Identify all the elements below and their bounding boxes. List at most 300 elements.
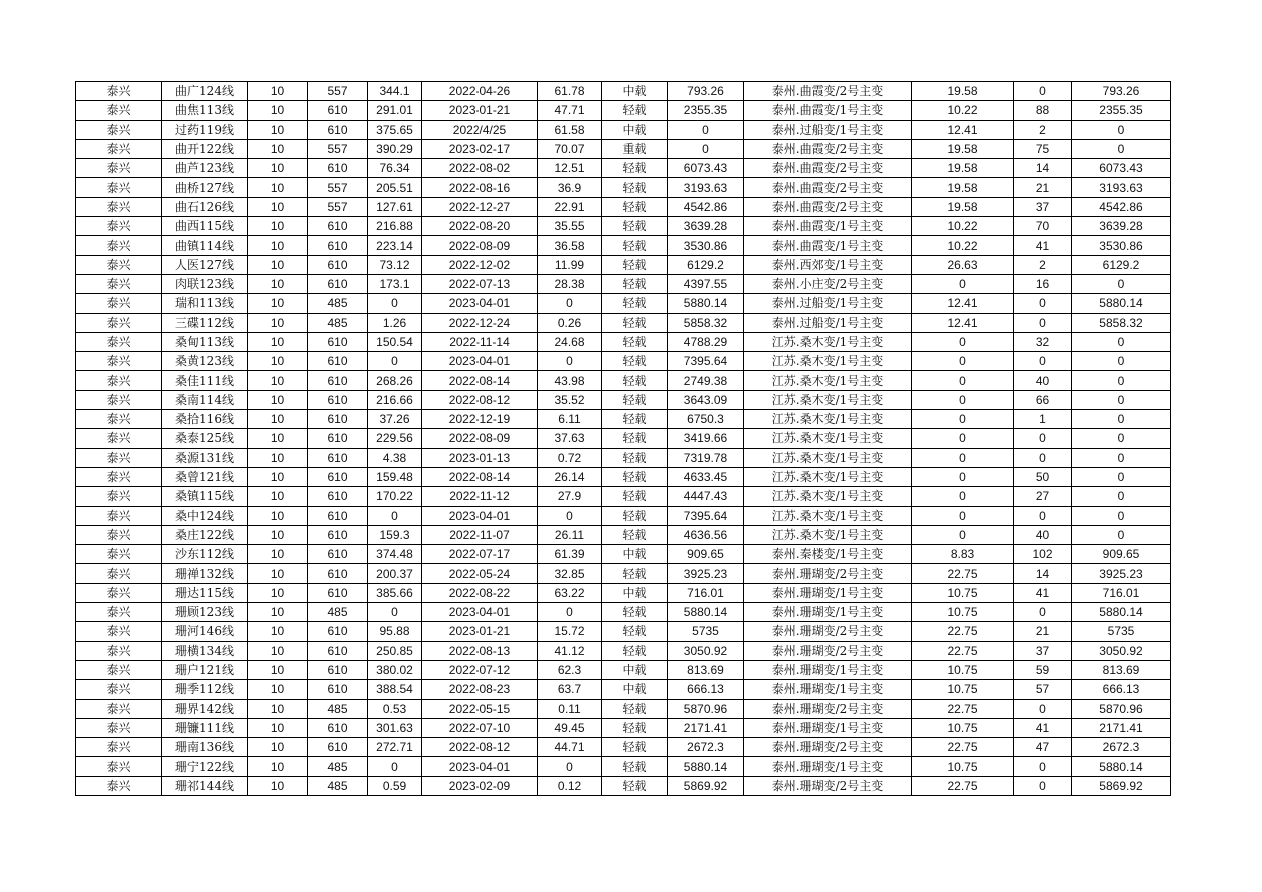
county-cell: 泰兴 bbox=[76, 178, 162, 197]
county-cell: 泰兴 bbox=[76, 776, 162, 795]
county-cell: 泰兴 bbox=[76, 603, 162, 622]
count-cell: 70 bbox=[1014, 217, 1072, 236]
date-cell: 2022-08-22 bbox=[422, 583, 538, 602]
date-cell: 2022-08-02 bbox=[422, 159, 538, 178]
load-status-cell: 轻载 bbox=[602, 352, 668, 371]
available-capacity-cell: 813.69 bbox=[668, 660, 744, 679]
capacity-cell: 3639.28 bbox=[1072, 217, 1171, 236]
transformer-cell: 泰州.秦楼变/1号主变 bbox=[744, 545, 912, 564]
load-rate-cell: 49.45 bbox=[538, 718, 602, 737]
line-name-cell: 桑源131线 bbox=[162, 448, 248, 467]
load-status-cell: 轻载 bbox=[602, 506, 668, 525]
voltage-cell: 10 bbox=[248, 197, 308, 216]
county-cell: 泰兴 bbox=[76, 352, 162, 371]
load-rate-cell: 36.9 bbox=[538, 178, 602, 197]
voltage-cell: 10 bbox=[248, 352, 308, 371]
load-rate-cell: 35.55 bbox=[538, 217, 602, 236]
count-cell: 2 bbox=[1014, 255, 1072, 274]
capacity-cell: 3530.86 bbox=[1072, 236, 1171, 255]
count-cell: 41 bbox=[1014, 583, 1072, 602]
load-rate-cell: 0.72 bbox=[538, 448, 602, 467]
capacity-cell: 0 bbox=[1072, 120, 1171, 139]
capacity-cell: 2672.3 bbox=[1072, 738, 1171, 757]
county-cell: 泰兴 bbox=[76, 197, 162, 216]
county-cell: 泰兴 bbox=[76, 159, 162, 178]
line-name-cell: 过药119线 bbox=[162, 120, 248, 139]
available-capacity-cell: 5880.14 bbox=[668, 603, 744, 622]
max-current-cell: 0 bbox=[368, 352, 422, 371]
capacity-cell: 5880.14 bbox=[1072, 294, 1171, 313]
date-cell: 2022-08-12 bbox=[422, 390, 538, 409]
transformer-cell: 泰州.珊瑚变/1号主变 bbox=[744, 603, 912, 622]
rated-current-cell: 610 bbox=[308, 371, 368, 390]
capacity-cell: 0 bbox=[1072, 525, 1171, 544]
max-current-cell: 4.38 bbox=[368, 448, 422, 467]
table-row bbox=[76, 82, 1171, 101]
rated-current-cell: 485 bbox=[308, 313, 368, 332]
date-cell: 2022-08-14 bbox=[422, 371, 538, 390]
transformer-load-cell: 22.75 bbox=[912, 622, 1014, 641]
max-current-cell: 127.61 bbox=[368, 197, 422, 216]
count-cell: 59 bbox=[1014, 660, 1072, 679]
table-row bbox=[76, 757, 1171, 776]
available-capacity-cell: 2355.35 bbox=[668, 101, 744, 120]
transformer-cell: 泰州.曲霞变/1号主变 bbox=[744, 101, 912, 120]
voltage-cell: 10 bbox=[248, 159, 308, 178]
capacity-cell: 716.01 bbox=[1072, 583, 1171, 602]
county-cell: 泰兴 bbox=[76, 641, 162, 660]
transformer-load-cell: 19.58 bbox=[912, 178, 1014, 197]
available-capacity-cell: 7319.78 bbox=[668, 448, 744, 467]
rated-current-cell: 610 bbox=[308, 545, 368, 564]
voltage-cell: 10 bbox=[248, 120, 308, 139]
county-cell: 泰兴 bbox=[76, 120, 162, 139]
load-rate-cell: 12.51 bbox=[538, 159, 602, 178]
transformer-cell: 江苏.桑木变/1号主变 bbox=[744, 332, 912, 351]
max-current-cell: 76.34 bbox=[368, 159, 422, 178]
load-status-cell: 中载 bbox=[602, 120, 668, 139]
load-rate-cell: 0 bbox=[538, 294, 602, 313]
load-status-cell: 中载 bbox=[602, 680, 668, 699]
count-cell: 0 bbox=[1014, 294, 1072, 313]
voltage-cell: 10 bbox=[248, 139, 308, 158]
voltage-cell: 10 bbox=[248, 410, 308, 429]
date-cell: 2023-04-01 bbox=[422, 603, 538, 622]
table-row bbox=[76, 583, 1171, 602]
load-status-cell: 轻载 bbox=[602, 487, 668, 506]
load-rate-cell: 41.12 bbox=[538, 641, 602, 660]
table-body bbox=[76, 82, 1171, 796]
transformer-load-cell: 0 bbox=[912, 525, 1014, 544]
capacity-cell: 5858.32 bbox=[1072, 313, 1171, 332]
transformer-load-cell: 12.41 bbox=[912, 313, 1014, 332]
rated-current-cell: 557 bbox=[308, 197, 368, 216]
rated-current-cell: 610 bbox=[308, 429, 368, 448]
capacity-cell: 0 bbox=[1072, 139, 1171, 158]
table-row bbox=[76, 139, 1171, 158]
load-status-cell: 轻载 bbox=[602, 622, 668, 641]
transformer-load-cell: 26.63 bbox=[912, 255, 1014, 274]
transformer-cell: 泰州.曲霞变/2号主变 bbox=[744, 178, 912, 197]
transformer-load-cell: 12.41 bbox=[912, 120, 1014, 139]
voltage-cell: 10 bbox=[248, 487, 308, 506]
load-rate-cell: 0 bbox=[538, 352, 602, 371]
county-cell: 泰兴 bbox=[76, 410, 162, 429]
load-status-cell: 轻载 bbox=[602, 410, 668, 429]
transformer-load-cell: 0 bbox=[912, 274, 1014, 293]
date-cell: 2022-07-17 bbox=[422, 545, 538, 564]
load-status-cell: 轻载 bbox=[602, 197, 668, 216]
line-name-cell: 曲开122线 bbox=[162, 139, 248, 158]
load-status-cell: 轻载 bbox=[602, 467, 668, 486]
date-cell: 2022-05-24 bbox=[422, 564, 538, 583]
count-cell: 0 bbox=[1014, 448, 1072, 467]
transformer-load-cell: 0 bbox=[912, 390, 1014, 409]
date-cell: 2022-07-12 bbox=[422, 660, 538, 679]
load-status-cell: 轻载 bbox=[602, 159, 668, 178]
load-rate-cell: 0.12 bbox=[538, 776, 602, 795]
load-status-cell: 中载 bbox=[602, 583, 668, 602]
rated-current-cell: 610 bbox=[308, 352, 368, 371]
load-status-cell: 轻载 bbox=[602, 699, 668, 718]
capacity-cell: 2355.35 bbox=[1072, 101, 1171, 120]
load-rate-cell: 24.68 bbox=[538, 332, 602, 351]
load-status-cell: 轻载 bbox=[602, 757, 668, 776]
county-cell: 泰兴 bbox=[76, 217, 162, 236]
line-name-cell: 人医127线 bbox=[162, 255, 248, 274]
count-cell: 57 bbox=[1014, 680, 1072, 699]
rated-current-cell: 485 bbox=[308, 603, 368, 622]
load-status-cell: 轻载 bbox=[602, 603, 668, 622]
transformer-load-cell: 12.41 bbox=[912, 294, 1014, 313]
capacity-cell: 666.13 bbox=[1072, 680, 1171, 699]
voltage-cell: 10 bbox=[248, 776, 308, 795]
count-cell: 27 bbox=[1014, 487, 1072, 506]
capacity-cell: 0 bbox=[1072, 332, 1171, 351]
available-capacity-cell: 5735 bbox=[668, 622, 744, 641]
load-status-cell: 轻载 bbox=[602, 776, 668, 795]
max-current-cell: 385.66 bbox=[368, 583, 422, 602]
county-cell: 泰兴 bbox=[76, 448, 162, 467]
count-cell: 88 bbox=[1014, 101, 1072, 120]
transformer-cell: 泰州.过船变/1号主变 bbox=[744, 120, 912, 139]
county-cell: 泰兴 bbox=[76, 487, 162, 506]
table-row bbox=[76, 680, 1171, 699]
max-current-cell: 0.53 bbox=[368, 699, 422, 718]
transformer-cell: 江苏.桑木变/1号主变 bbox=[744, 371, 912, 390]
max-current-cell: 388.54 bbox=[368, 680, 422, 699]
line-name-cell: 瑞和113线 bbox=[162, 294, 248, 313]
count-cell: 0 bbox=[1014, 776, 1072, 795]
table-row bbox=[76, 390, 1171, 409]
date-cell: 2022-07-10 bbox=[422, 718, 538, 737]
available-capacity-cell: 5869.92 bbox=[668, 776, 744, 795]
load-rate-cell: 35.52 bbox=[538, 390, 602, 409]
rated-current-cell: 610 bbox=[308, 159, 368, 178]
rated-current-cell: 610 bbox=[308, 660, 368, 679]
county-cell: 泰兴 bbox=[76, 525, 162, 544]
load-status-cell: 中载 bbox=[602, 545, 668, 564]
available-capacity-cell: 4633.45 bbox=[668, 467, 744, 486]
load-rate-cell: 43.98 bbox=[538, 371, 602, 390]
transformer-cell: 泰州.曲霞变/2号主变 bbox=[744, 197, 912, 216]
load-rate-cell: 44.71 bbox=[538, 738, 602, 757]
capacity-cell: 0 bbox=[1072, 467, 1171, 486]
count-cell: 0 bbox=[1014, 352, 1072, 371]
transformer-cell: 泰州.珊瑚变/1号主变 bbox=[744, 718, 912, 737]
capacity-cell: 813.69 bbox=[1072, 660, 1171, 679]
load-rate-cell: 32.85 bbox=[538, 564, 602, 583]
transformer-load-cell: 10.22 bbox=[912, 217, 1014, 236]
rated-current-cell: 610 bbox=[308, 718, 368, 737]
max-current-cell: 272.71 bbox=[368, 738, 422, 757]
rated-current-cell: 610 bbox=[308, 120, 368, 139]
date-cell: 2023-02-17 bbox=[422, 139, 538, 158]
county-cell: 泰兴 bbox=[76, 680, 162, 699]
date-cell: 2023-04-01 bbox=[422, 506, 538, 525]
load-status-cell: 中载 bbox=[602, 82, 668, 101]
count-cell: 37 bbox=[1014, 197, 1072, 216]
rated-current-cell: 610 bbox=[308, 390, 368, 409]
table-row bbox=[76, 120, 1171, 139]
load-rate-cell: 0.26 bbox=[538, 313, 602, 332]
available-capacity-cell: 7395.64 bbox=[668, 506, 744, 525]
capacity-cell: 4542.86 bbox=[1072, 197, 1171, 216]
available-capacity-cell: 2749.38 bbox=[668, 371, 744, 390]
capacity-cell: 6073.43 bbox=[1072, 159, 1171, 178]
rated-current-cell: 485 bbox=[308, 757, 368, 776]
available-capacity-cell: 3050.92 bbox=[668, 641, 744, 660]
table-row bbox=[76, 197, 1171, 216]
count-cell: 75 bbox=[1014, 139, 1072, 158]
max-current-cell: 0 bbox=[368, 757, 422, 776]
count-cell: 2 bbox=[1014, 120, 1072, 139]
table-row bbox=[76, 776, 1171, 795]
load-status-cell: 轻载 bbox=[602, 718, 668, 737]
line-name-cell: 珊禅132线 bbox=[162, 564, 248, 583]
load-rate-cell: 37.63 bbox=[538, 429, 602, 448]
load-status-cell: 重载 bbox=[602, 139, 668, 158]
line-name-cell: 肉联123线 bbox=[162, 274, 248, 293]
date-cell: 2022-08-16 bbox=[422, 178, 538, 197]
load-status-cell: 轻载 bbox=[602, 255, 668, 274]
count-cell: 21 bbox=[1014, 178, 1072, 197]
date-cell: 2023-04-01 bbox=[422, 757, 538, 776]
line-name-cell: 桑拾116线 bbox=[162, 410, 248, 429]
voltage-cell: 10 bbox=[248, 313, 308, 332]
rated-current-cell: 610 bbox=[308, 622, 368, 641]
transformer-cell: 泰州.珊瑚变/1号主变 bbox=[744, 660, 912, 679]
voltage-cell: 10 bbox=[248, 294, 308, 313]
line-name-cell: 桑中124线 bbox=[162, 506, 248, 525]
county-cell: 泰兴 bbox=[76, 139, 162, 158]
voltage-cell: 10 bbox=[248, 448, 308, 467]
capacity-cell: 5880.14 bbox=[1072, 603, 1171, 622]
load-rate-cell: 26.14 bbox=[538, 467, 602, 486]
county-cell: 泰兴 bbox=[76, 294, 162, 313]
county-cell: 泰兴 bbox=[76, 429, 162, 448]
voltage-cell: 10 bbox=[248, 583, 308, 602]
county-cell: 泰兴 bbox=[76, 564, 162, 583]
available-capacity-cell: 2171.41 bbox=[668, 718, 744, 737]
transformer-load-cell: 8.83 bbox=[912, 545, 1014, 564]
load-status-cell: 轻载 bbox=[602, 448, 668, 467]
capacity-cell: 3925.23 bbox=[1072, 564, 1171, 583]
max-current-cell: 250.85 bbox=[368, 641, 422, 660]
max-current-cell: 200.37 bbox=[368, 564, 422, 583]
transformer-load-cell: 10.75 bbox=[912, 757, 1014, 776]
capacity-cell: 909.65 bbox=[1072, 545, 1171, 564]
load-rate-cell: 22.91 bbox=[538, 197, 602, 216]
rated-current-cell: 610 bbox=[308, 255, 368, 274]
county-cell: 泰兴 bbox=[76, 101, 162, 120]
line-name-cell: 曲镇114线 bbox=[162, 236, 248, 255]
table-row bbox=[76, 622, 1171, 641]
county-cell: 泰兴 bbox=[76, 757, 162, 776]
load-status-cell: 轻载 bbox=[602, 217, 668, 236]
county-cell: 泰兴 bbox=[76, 313, 162, 332]
count-cell: 0 bbox=[1014, 313, 1072, 332]
transformer-cell: 江苏.桑木变/1号主变 bbox=[744, 487, 912, 506]
voltage-cell: 10 bbox=[248, 622, 308, 641]
rated-current-cell: 610 bbox=[308, 583, 368, 602]
voltage-cell: 10 bbox=[248, 255, 308, 274]
load-status-cell: 轻载 bbox=[602, 371, 668, 390]
transformer-cell: 泰州.曲霞变/1号主变 bbox=[744, 217, 912, 236]
line-name-cell: 珊横134线 bbox=[162, 641, 248, 660]
voltage-cell: 10 bbox=[248, 217, 308, 236]
table-row bbox=[76, 429, 1171, 448]
county-cell: 泰兴 bbox=[76, 274, 162, 293]
max-current-cell: 380.02 bbox=[368, 660, 422, 679]
max-current-cell: 159.3 bbox=[368, 525, 422, 544]
rated-current-cell: 610 bbox=[308, 487, 368, 506]
load-rate-cell: 15.72 bbox=[538, 622, 602, 641]
available-capacity-cell: 4397.55 bbox=[668, 274, 744, 293]
date-cell: 2022-12-02 bbox=[422, 255, 538, 274]
transformer-cell: 江苏.桑木变/1号主变 bbox=[744, 410, 912, 429]
rated-current-cell: 610 bbox=[308, 506, 368, 525]
date-cell: 2022-08-13 bbox=[422, 641, 538, 660]
max-current-cell: 229.56 bbox=[368, 429, 422, 448]
county-cell: 泰兴 bbox=[76, 332, 162, 351]
table-row bbox=[76, 641, 1171, 660]
rated-current-cell: 610 bbox=[308, 564, 368, 583]
line-name-cell: 桑庄122线 bbox=[162, 525, 248, 544]
load-status-cell: 轻载 bbox=[602, 738, 668, 757]
rated-current-cell: 485 bbox=[308, 776, 368, 795]
count-cell: 40 bbox=[1014, 371, 1072, 390]
transformer-cell: 泰州.曲霞变/2号主变 bbox=[744, 82, 912, 101]
line-name-cell: 珊镰111线 bbox=[162, 718, 248, 737]
max-current-cell: 0 bbox=[368, 294, 422, 313]
count-cell: 21 bbox=[1014, 622, 1072, 641]
line-name-cell: 珊宁122线 bbox=[162, 757, 248, 776]
capacity-cell: 793.26 bbox=[1072, 82, 1171, 101]
transformer-cell: 泰州.过船变/1号主变 bbox=[744, 313, 912, 332]
load-rate-cell: 6.11 bbox=[538, 410, 602, 429]
rated-current-cell: 557 bbox=[308, 139, 368, 158]
line-name-cell: 珊达115线 bbox=[162, 583, 248, 602]
rated-current-cell: 610 bbox=[308, 410, 368, 429]
transformer-load-cell: 10.22 bbox=[912, 236, 1014, 255]
transformer-load-cell: 22.75 bbox=[912, 738, 1014, 757]
county-cell: 泰兴 bbox=[76, 255, 162, 274]
max-current-cell: 216.88 bbox=[368, 217, 422, 236]
capacity-cell: 0 bbox=[1072, 448, 1171, 467]
voltage-cell: 10 bbox=[248, 738, 308, 757]
voltage-cell: 10 bbox=[248, 82, 308, 101]
count-cell: 0 bbox=[1014, 429, 1072, 448]
county-cell: 泰兴 bbox=[76, 718, 162, 737]
available-capacity-cell: 6750.3 bbox=[668, 410, 744, 429]
voltage-cell: 10 bbox=[248, 680, 308, 699]
table-row bbox=[76, 255, 1171, 274]
line-name-cell: 桑南114线 bbox=[162, 390, 248, 409]
count-cell: 102 bbox=[1014, 545, 1072, 564]
max-current-cell: 0.59 bbox=[368, 776, 422, 795]
line-name-cell: 曲芦123线 bbox=[162, 159, 248, 178]
transformer-cell: 泰州.小庄变/2号主变 bbox=[744, 274, 912, 293]
date-cell: 2023-04-01 bbox=[422, 294, 538, 313]
transformer-load-cell: 10.75 bbox=[912, 603, 1014, 622]
date-cell: 2022-12-24 bbox=[422, 313, 538, 332]
date-cell: 2022-08-09 bbox=[422, 236, 538, 255]
table-row bbox=[76, 217, 1171, 236]
date-cell: 2022-08-20 bbox=[422, 217, 538, 236]
load-rate-cell: 0 bbox=[538, 506, 602, 525]
line-name-cell: 珊季112线 bbox=[162, 680, 248, 699]
capacity-cell: 3050.92 bbox=[1072, 641, 1171, 660]
load-rate-cell: 63.7 bbox=[538, 680, 602, 699]
voltage-cell: 10 bbox=[248, 718, 308, 737]
transformer-cell: 泰州.曲霞变/1号主变 bbox=[744, 236, 912, 255]
date-cell: 2022-11-07 bbox=[422, 525, 538, 544]
line-name-cell: 沙东112线 bbox=[162, 545, 248, 564]
capacity-cell: 0 bbox=[1072, 410, 1171, 429]
max-current-cell: 73.12 bbox=[368, 255, 422, 274]
capacity-cell: 5869.92 bbox=[1072, 776, 1171, 795]
available-capacity-cell: 6129.2 bbox=[668, 255, 744, 274]
capacity-cell: 0 bbox=[1072, 506, 1171, 525]
rated-current-cell: 610 bbox=[308, 680, 368, 699]
available-capacity-cell: 716.01 bbox=[668, 583, 744, 602]
date-cell: 2022-05-15 bbox=[422, 699, 538, 718]
spreadsheet-page bbox=[75, 81, 1171, 796]
load-status-cell: 中载 bbox=[602, 660, 668, 679]
capacity-cell: 0 bbox=[1072, 429, 1171, 448]
load-status-cell: 轻载 bbox=[602, 525, 668, 544]
available-capacity-cell: 3925.23 bbox=[668, 564, 744, 583]
line-name-cell: 珊祁144线 bbox=[162, 776, 248, 795]
table-row bbox=[76, 178, 1171, 197]
table-row bbox=[76, 313, 1171, 332]
transformer-cell: 泰州.珊瑚变/2号主变 bbox=[744, 776, 912, 795]
available-capacity-cell: 909.65 bbox=[668, 545, 744, 564]
line-name-cell: 曲桥127线 bbox=[162, 178, 248, 197]
transformer-cell: 江苏.桑木变/1号主变 bbox=[744, 390, 912, 409]
transformer-cell: 泰州.珊瑚变/2号主变 bbox=[744, 622, 912, 641]
county-cell: 泰兴 bbox=[76, 390, 162, 409]
transformer-load-cell: 0 bbox=[912, 332, 1014, 351]
table-row bbox=[76, 699, 1171, 718]
available-capacity-cell: 4636.56 bbox=[668, 525, 744, 544]
available-capacity-cell: 5880.14 bbox=[668, 757, 744, 776]
county-cell: 泰兴 bbox=[76, 622, 162, 641]
transformer-load-cell: 0 bbox=[912, 371, 1014, 390]
available-capacity-cell: 6073.43 bbox=[668, 159, 744, 178]
voltage-cell: 10 bbox=[248, 603, 308, 622]
